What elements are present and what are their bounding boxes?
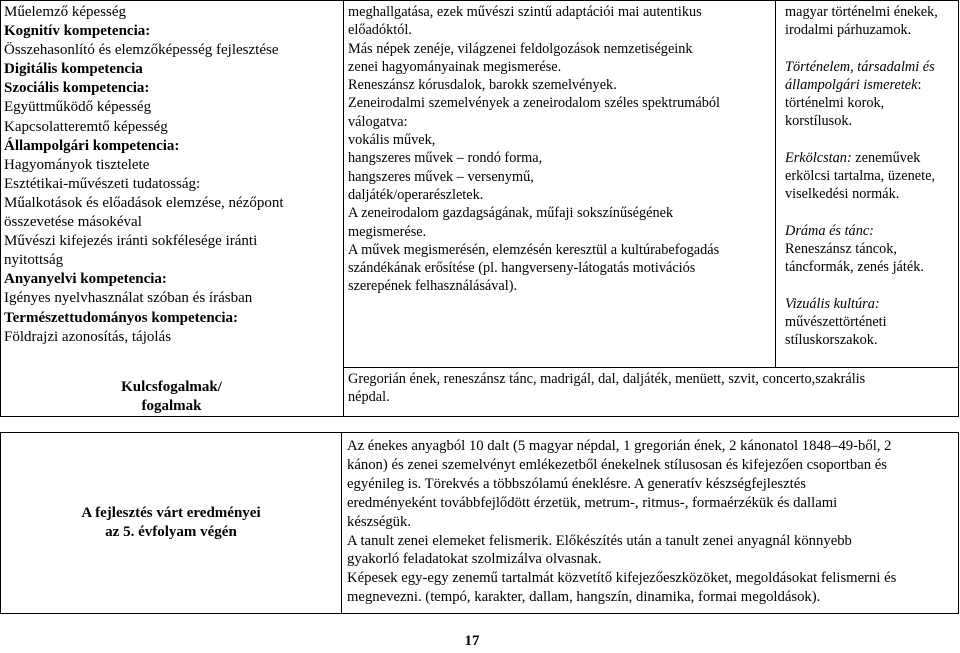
connection-line: irodalmi párhuzamok. <box>785 22 912 39</box>
connection-line: művészettörténeti <box>785 313 887 330</box>
result-line: megnevezni. (tempó, karakter, dallam, hangszín, dinamika, formai megoldások). <box>347 589 821 606</box>
competency-line: Esztétikai-művészeti tudatosság: <box>4 175 201 192</box>
content-line: zenei hagyományainak megismerése. <box>348 58 562 75</box>
result-line: készségük. <box>347 513 412 530</box>
result-line: A tanult zenei elemeket felismerik. Előkészítés után a tanult zenei anyagnál könnyebb <box>347 532 852 549</box>
connection-line: stíluskorszakok. <box>785 332 878 349</box>
results-list <box>347 437 954 607</box>
content-line: megismerése. <box>348 223 427 240</box>
connection-line: viselkedési normák. <box>785 186 900 203</box>
content-line: Reneszánsz kórusdalok, barokk szemelvények. <box>348 77 617 94</box>
competency-line: Anyanyelvi kompetencia: <box>4 271 167 288</box>
content-line: szerepének felhasználásával). <box>348 278 518 295</box>
connection-line: történelmi korok, <box>785 95 885 112</box>
connection-line <box>785 76 955 94</box>
keyconcepts-label-line: Kulcsfogalmak/ <box>121 378 222 395</box>
result-line: egyénileg is. Törekvés a többszólamú éneklésre. A generatív készségfejlesztés <box>347 475 806 492</box>
result-line: kánon) és zenei szemelvényt emlékezetből énekelnek stílusosan és kifejezően csoportban és <box>347 456 887 473</box>
content-line: hangszeres művek – rondó forma, <box>348 150 543 167</box>
connection-line: táncformák, zenés játék. <box>785 259 924 276</box>
competency-line: Állampolgári kompetencia: <box>4 137 180 154</box>
content-line: Más népek zenéje, világzenei feldolgozások nemzetiségeink <box>348 40 693 57</box>
competency-line: nyitottság <box>4 252 64 269</box>
connection-subject: Erkölcstan: <box>785 149 852 166</box>
results-cell <box>342 433 959 614</box>
connections-list <box>785 3 955 349</box>
competency-line: Földrajzi azonosítás, tájolás <box>4 328 172 345</box>
competency-line: Digitális kompetencia <box>4 61 143 78</box>
connection-line: Dráma és tánc: <box>785 222 874 239</box>
competencies-cell <box>1 1 344 417</box>
competency-line: Kognitív kompetencia: <box>4 23 151 40</box>
content-line: válogatva: <box>348 113 408 130</box>
content-cell <box>344 1 776 368</box>
connections-cell <box>776 1 959 368</box>
group-gap <box>785 277 955 295</box>
connection-line <box>785 149 955 167</box>
competency-line: Szociális kompetencia: <box>4 80 150 97</box>
connection-subject: állampolgári ismeretek <box>785 76 918 93</box>
group-gap <box>785 131 955 149</box>
group-gap <box>785 204 955 222</box>
results-label-line: az 5. évfolyam végén <box>105 524 237 541</box>
content-line: A művek megismerésén, elemzésén keresztül a kultúrabefogadás <box>348 241 720 258</box>
connection-line: Vizuális kultúra: <box>785 295 880 312</box>
content-line: daljáték/operarészletek. <box>348 186 484 203</box>
group-gap <box>785 40 955 58</box>
keyconcepts-label <box>4 378 339 416</box>
connection-line: korstílusok. <box>785 113 853 130</box>
connection-line: erkölcsi tartalma, üzenete, <box>785 168 936 185</box>
competency-line: Kapcsolatteremtő képesség <box>4 118 168 135</box>
competency-list <box>4 3 339 347</box>
content-line: A zeneirodalom gazdagságának, műfaji sokszínűségének <box>348 205 674 222</box>
keyconcepts-cell <box>344 367 959 416</box>
connection-line: magyar történelmi énekek, <box>785 4 938 20</box>
content-line: hangszeres művek – versenymű, <box>348 168 534 185</box>
competency-line: Összehasonlító és elemzőképesség fejlesztése <box>4 42 279 59</box>
results-label-cell <box>1 433 342 614</box>
page-number: 17 <box>464 633 480 649</box>
connection-line: Történelem, társadalmi és <box>785 58 935 75</box>
content-list <box>348 3 771 296</box>
competency-line: Műalkotások és előadások elemzése, nézőpont <box>4 194 284 211</box>
keyconcepts-line: népdal. <box>348 388 390 405</box>
results-label-line: A fejlesztés várt eredményei <box>81 505 261 522</box>
content-line: előadóktól. <box>348 22 412 39</box>
result-line: Az énekes anyagból 10 dalt (5 magyar népdal, 1 gregorián ének, 2 kánonatol 1848–49-ből, 2 <box>347 438 892 454</box>
content-line: Zeneirodalmi szemelvények a zeneirodalom széles spektrumából <box>348 95 720 112</box>
content-line: vokális művek, <box>348 132 436 149</box>
result-line: gyakorló feladatokat szolmizálva olvasnak. <box>347 551 602 568</box>
content-line: meghallgatása, ezek művészi szintű adaptációi mai autentikus <box>348 4 702 20</box>
connection-suffix: zeneművek <box>851 149 921 166</box>
result-line: eredményeként továbbfejlődött érzetük, metrum-, ritmus-, formaérzékük és dallami <box>347 494 838 511</box>
competency-line: Hagyományok tisztelete <box>4 156 150 173</box>
competency-line: Együttműködő képesség <box>4 99 152 116</box>
connection-suffix: : <box>917 76 922 93</box>
competency-line: Igényes nyelvhasználat szóban és írásban <box>4 290 253 307</box>
competency-line: Művészi kifejezés iránti sokfélesége iránti <box>4 233 258 250</box>
lower-table <box>0 432 959 614</box>
connection-line: Reneszánsz táncok, <box>785 240 897 257</box>
keyconcepts-line: Gregorián ének, reneszánsz tánc, madrigál, dal, daljáték, menüett, szvit, concerto,szakrális <box>348 370 866 387</box>
keyconcepts-label-line: fogalmak <box>141 397 202 414</box>
competency-line: összevetése másokéval <box>4 214 142 231</box>
competency-line: Természettudományos kompetencia: <box>4 309 239 326</box>
competency-line: Műelemző képesség <box>4 4 127 20</box>
result-line: Képesek egy-egy zenemű tartalmát közvetítő kifejezőeszközöket, megoldásokat felismerni és <box>347 570 897 587</box>
content-line: szándékának erősítése (pl. hangverseny-látogatás motivációs <box>348 260 696 277</box>
